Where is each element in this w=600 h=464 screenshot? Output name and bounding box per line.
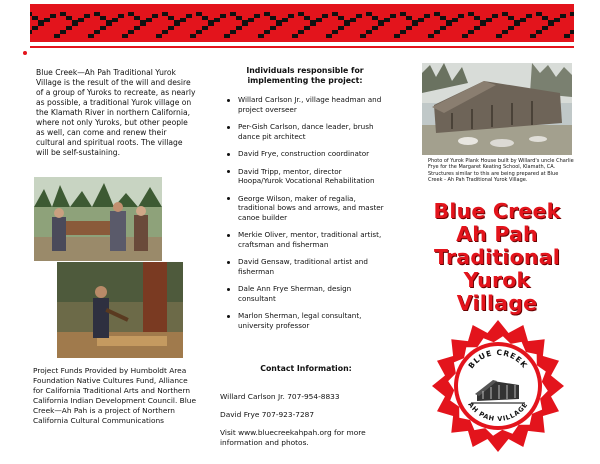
contact-david: David Frye 707-923-7287 (220, 410, 315, 419)
photo-people-building (34, 177, 162, 261)
section-heading: Individuals responsible for implementing the project: (246, 66, 364, 85)
title-line: Village (456, 291, 538, 315)
photo-man-splitting-wood (57, 262, 183, 358)
decorative-dot (23, 51, 27, 55)
list-item: Merkie Oliver, mentor, traditional artist, craftsman and fisherman (226, 230, 386, 249)
website-info: Visit www.bluecreekahpah.org for more information and photos. (220, 428, 366, 447)
title-line: Ah Pah (456, 222, 538, 246)
photo-plank-house (422, 63, 572, 155)
list-item: George Wilson, maker of regalia, traditional bows and arrows, and master canoe builder (226, 194, 386, 223)
list-item: Per-Gish Carlson, dance leader, brush dance pit architect (226, 122, 386, 141)
list-item: Willard Carlson Jr., village headman and project overseer (226, 95, 386, 114)
logo-bottom-text: AH PAH VILLAGE (466, 400, 530, 424)
list-item: Marlon Sherman, legal consultant, university professor (226, 311, 386, 330)
page-title (420, 200, 574, 315)
funding-paragraph: Project Funds Provided by Humboldt Area Foundation Native Cultures Fund, Alliance for California Traditional Arts and Northern California Indian Development Council. Blue Creek—Ah Pah is a project of Northern California Cultural Communications (33, 366, 196, 425)
photo-caption: Photo of Yurok Plank House built by Willard's uncle Charlie Frye for the Margaret Keating School, Klamath, CA. Structures similar to this are being prepared at Blue Creek - Ah Pah Traditional Yurok Village. (428, 158, 574, 183)
list-item: David Tripp, mentor, director Hoopa/Yurok Vocational Rehabilitation (226, 167, 386, 186)
people-list (226, 95, 386, 338)
divider-line (30, 46, 574, 48)
title-line: Yurok (463, 268, 531, 292)
zigzag-pattern-banner (30, 4, 574, 42)
logo-top-text: BLUE CREEK (466, 347, 530, 371)
red-zigzag-ring-logo (431, 319, 565, 453)
intro-paragraph: Blue Creek—Ah Pah Traditional Yurok Village is the result of the will and desire of a group of Yuroks to recreate, as nearly as possible, a traditional Yurok village on the Klamath River in northern California, where not only Yuroks, but other people as well, can come and renew their cultural and spiritual roots. The village will be self-sustaining. (36, 68, 196, 157)
list-item: David Gensaw, traditional artist and fisherman (226, 257, 386, 276)
title-line: Blue Creek (433, 199, 561, 223)
contact-willard: Willard Carlson Jr. 707-954-8833 (220, 392, 340, 401)
title-line: Traditional (434, 245, 560, 269)
list-item: David Frye, construction coordinator (226, 149, 386, 159)
contact-heading: Contact Information: (260, 364, 352, 373)
list-item: Dale Ann Frye Sherman, design consultant (226, 284, 386, 303)
